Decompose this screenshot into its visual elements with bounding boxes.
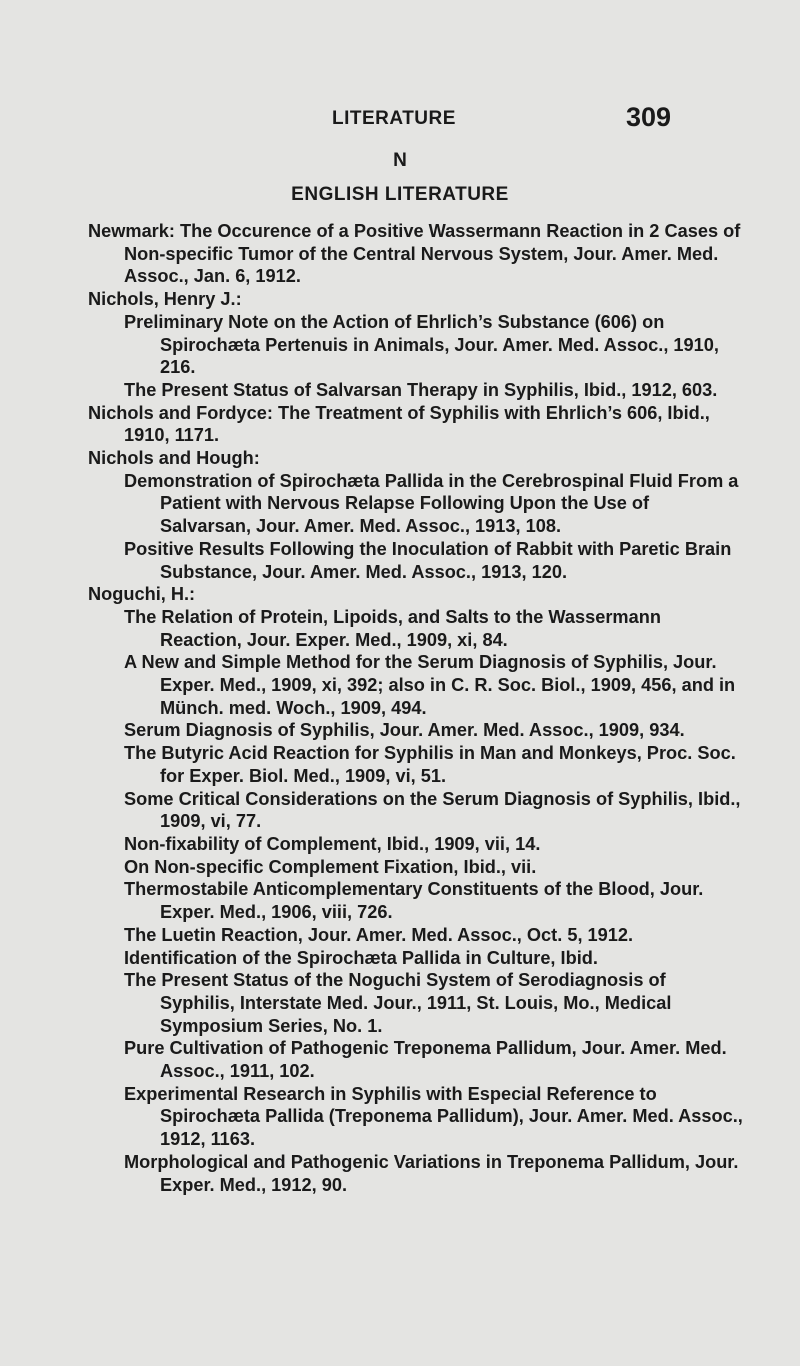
bibliography-entry: Preliminary Note on the Action of Ehrlich’s Substance (606) on Spirochæta Pertenuis in Animals, Jour. Amer. Med. Assoc., 1910, 216. <box>124 311 719 378</box>
author-heading-noguchi: Noguchi, H.: <box>88 584 196 605</box>
bibliography-list <box>88 220 744 1196</box>
bibliography-entry: Morphological and Pathogenic Variations in Treponema Pallidum, Jour. Exper. Med., 1912, 90. <box>124 1151 739 1195</box>
bibliography-entry-newmark: Newmark: The Occurence of a Positive Wassermann Reaction in 2 Cases of Non-specific Tumor of the Central Nervous System, Jour. Amer. Med. Assoc., Jan. 6, 1912. <box>88 221 741 287</box>
bibliography-entry: The Present Status of the Noguchi System of Serodiagnosis of Syphilis, Interstate Med. Jour., 1911, St. Louis, Mo., Medical Symposium Series, No. 1. <box>124 970 672 1036</box>
bibliography-entry: The Luetin Reaction, Jour. Amer. Med. Assoc., Oct. 5, 1912. <box>124 924 634 945</box>
bibliography-entry: Positive Results Following the Inoculation of Rabbit with Paretic Brain Substance, Jour. Amer. Med. Assoc., 1913, 120. <box>124 538 732 582</box>
bibliography-entry: The Present Status of Salvarsan Therapy in Syphilis, Ibid., 1912, 603. <box>124 379 718 400</box>
bibliography-entry: On Non-specific Complement Fixation, Ibid., vii. <box>124 856 537 877</box>
author-heading-nichols: Nichols, Henry J.: <box>88 289 242 310</box>
running-head <box>0 100 800 140</box>
bibliography-entry: Identification of the Spirochæta Pallida in Culture, Ibid. <box>124 947 598 968</box>
author-heading-nichols-hough: Nichols and Hough: <box>88 448 260 469</box>
bibliography-entry: Some Critical Considerations on the Serum Diagnosis of Syphilis, Ibid., 1909, vi, 77. <box>124 788 741 832</box>
bibliography-entry: Non-fixability of Complement, Ibid., 1909, vii, 14. <box>124 833 541 854</box>
bibliography-entry: The Butyric Acid Reaction for Syphilis in Man and Monkeys, Proc. Soc. for Exper. Biol. Med., 1909, vi, 51. <box>124 743 736 786</box>
bibliography-entry: Experimental Research in Syphilis with Especial Reference to Spirochæta Pallida (Treponema Pallidum), Jour. Amer. Med. Assoc., 1912, 1163. <box>124 1083 743 1150</box>
bibliography-entry: Serum Diagnosis of Syphilis, Jour. Amer. Med. Assoc., 1909, 934. <box>124 720 685 741</box>
bibliography-entry: Demonstration of Spirochæta Pallida in the Cerebrospinal Fluid From a Patient with Nervous Relapse Following Upon the Use of Salvarsan, Jour. Amer. Med. Assoc., 1913, 108. <box>124 470 739 537</box>
running-title: LITERATURE <box>332 108 456 129</box>
section-letter: N <box>393 150 407 171</box>
bibliography-entry: Pure Cultivation of Pathogenic Treponema Pallidum, Jour. Amer. Med. Assoc., 1911, 102. <box>124 1038 727 1082</box>
bibliography-entry: A New and Simple Method for the Serum Diagnosis of Syphilis, Jour. Exper. Med., 1909, xi, 392; also in C. R. Soc. Biol., 1909, 456, and in Münch. med. Woch., 1909, 494. <box>124 652 736 718</box>
bibliography-entry: The Relation of Protein, Lipoids, and Salts to the Wassermann Reaction, Jour. Exper. Med., 1909, xi, 84. <box>124 606 661 650</box>
bibliography-entry: Thermostabile Anticomplementary Constituents of the Blood, Jour. Exper. Med., 1906, viii, 726. <box>124 879 704 923</box>
section-heading: ENGLISH LITERATURE <box>291 184 509 205</box>
page-number: 309 <box>626 102 672 132</box>
bibliography-entry-nichols-fordyce: Nichols and Fordyce: The Treatment of Syphilis with Ehrlich’s 606, Ibid., 1910, 1171. <box>88 402 710 446</box>
